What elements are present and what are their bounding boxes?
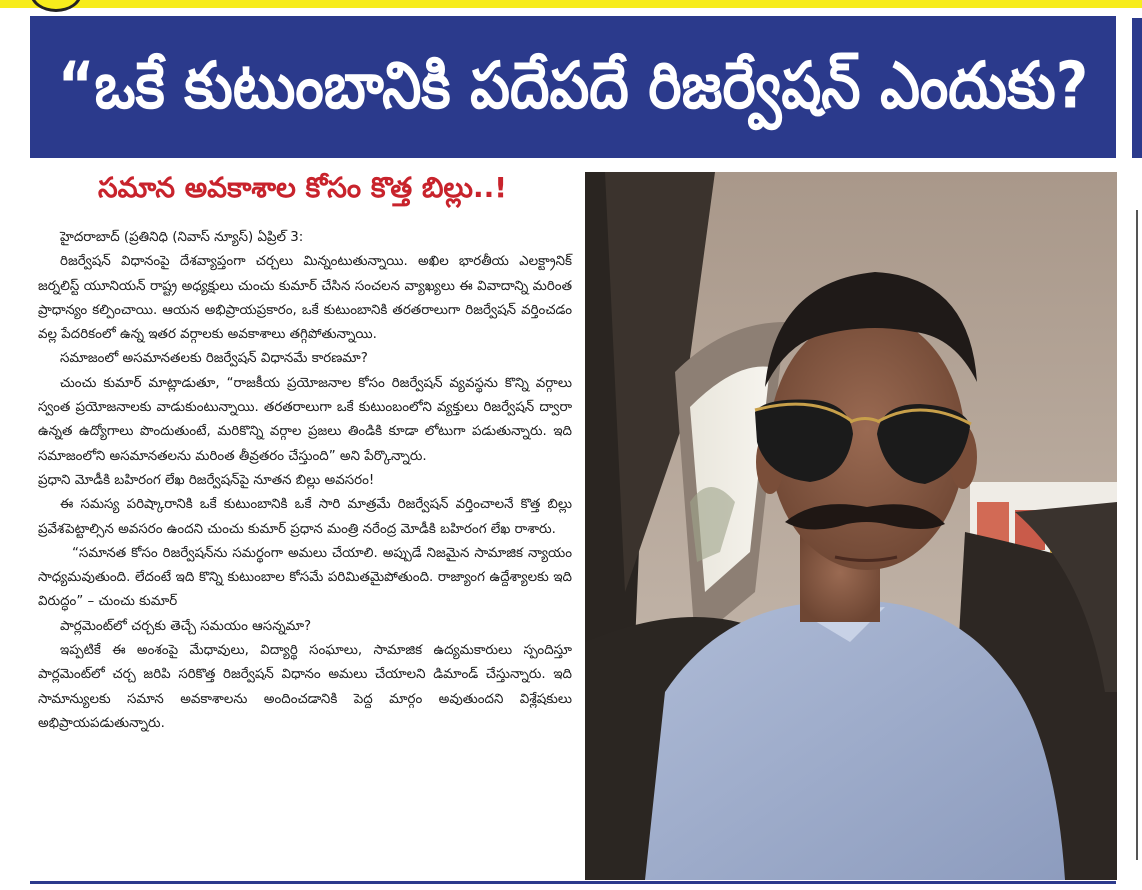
subheadline: సమాన అవకాశాల కోసం కొత్త బిల్లు..!	[97, 171, 508, 204]
portrait-illustration	[585, 172, 1117, 880]
article-paragraph: ఈ సమస్య పరిష్కారానికి ఒకే కుటుంబానికి ఒకే సారి మాత్రమే రిజర్వేషన్ వర్తించాలనే కొత్త బిల్లు ప్రవేశపెట్టాల్సిన అవసరం ఉందని చుంచు కుమార్ ప్రధాన మంత్రి నరేంద్ర మోడీకి బహిరంగ లేఖ రాశారు.	[38, 497, 572, 537]
column-divider	[1136, 210, 1138, 860]
article-paragraph: చుంచు కుమార్ మాట్లాడుతూ, “రాజకీయ ప్రయోజనాల కోసం రిజర్వేషన్ వ్యవస్థను కొన్ని వర్గాలు స్వంత ప్రయోజనాలకు వాడుకుంటున్నాయి. తరతరాలుగా ఒకే కుటుంబంలోని వ్యక్తులు రిజర్వేషన్ ద్వారా ఉన్నత ఉద్యోగాలు పొందుతుంటే, మరికొన్ని వర్గాల ప్రజలు తిండికి కూడా లోటుగా పడుతున్నారు. ఇది సమాజంలోని అసమానతలను మరింత తీవ్రతరం చేస్తుంది” అని పేర్కొన్నారు.	[38, 375, 572, 464]
adjacent-column-edge	[1132, 18, 1142, 158]
article-paragraph: రిజర్వేషన్ విధానంపై దేశవ్యాప్తంగా చర్చలు మిన్నంటుతున్నాయి. అఖిల భారతీయ ఎలక్ట్రానిక్ జర్నలిస్ట్ యూనియన్ రాష్ట్ర అధ్యక్షులు చుంచు కుమార్ చేసిన సంచలన వ్యాఖ్యలు ఈ వివాదాన్ని మరింత ప్రాధాన్యం కల్పించాయి. ఆయన అభిప్రాయప్రకారం, ఒకే కుటుంబానికి తరతరాలుగా రిజర్వేషన్ వర్తించడం వల్ల పేదరికంలో ఉన్న ఇతర వర్గాలకు అవకాశాలు తగ్గిపోతున్నాయి.	[38, 254, 572, 343]
bottom-rule	[30, 881, 1116, 884]
headline-banner	[30, 16, 1116, 158]
portrait-photo	[585, 172, 1117, 880]
article-quote: “సమానత కోసం రిజర్వేషన్‌ను సమర్థంగా అమలు చేయాలి. అప్పుడే నిజమైన సామాజిక న్యాయం సాధ్యమవుతుంది. లేదంటే ఇది కొన్ని కుటుంబాల కోసమే పరిమితమైపోతుంది. రాజ్యాంగ ఉద్దేశ్యాలకు ఇది విరుద్ధం” – చుంచు కుమార్	[38, 545, 572, 610]
article-paragraph: ఇప్పటికే ఈ అంశంపై మేధావులు, విద్యార్థి సంఘాలు, సామాజిక ఉద్యమకారులు స్పందిస్తూ పార్లమెంట్‌లో చర్చ జరిపి సరికొత్త రిజర్వేషన్ విధానం అమలు చేయాలని డిమాండ్ చేస్తున్నారు. ఇది సామాన్యులకు సమాన అవకాశాలను అందించడానికి పెద్ద మార్గం అవుతుందని విశ్లేషకులు అభిప్రాయపడుతున్నారు.	[38, 643, 572, 731]
article-subheading: సమాజంలో అసమానతలకు రిజర్వేషన్ విధానమే కారణమా?	[60, 351, 368, 367]
dateline: హైదరాబాద్ (ప్రతినిధి (నివాస్ న్యూస్) ఏప్రిల్ 3:	[60, 230, 304, 245]
headline: “ఒకే కుటుంబానికి పదేపదే రిజర్వేషన్ ఎందుకు?	[57, 49, 1089, 124]
article-body	[38, 226, 572, 876]
masthead-logo-fragment	[30, 0, 82, 12]
article-subheading: పార్లమెంట్‌లో చర్చకు తెచ్చే సమయం ఆసన్నమా?	[60, 618, 312, 634]
top-yellow-strip	[0, 0, 1142, 8]
article-subheading: ప్రధాని మోడీకి బహిరంగ లేఖ రిజర్వేషన్‌పై నూతన బిల్లు అవసరం!	[38, 472, 375, 488]
